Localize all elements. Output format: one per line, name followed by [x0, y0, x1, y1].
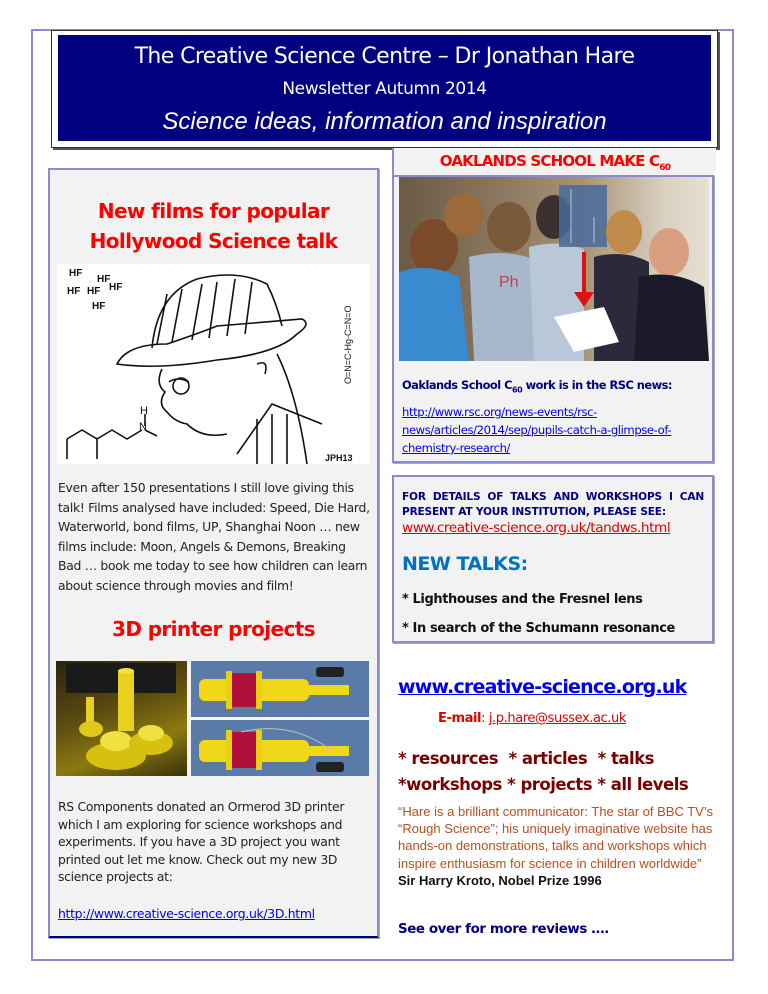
talks-box	[392, 475, 714, 643]
newsletter-edition: Newsletter Autumn 2014	[282, 79, 487, 99]
coil-former-top-icon	[191, 661, 369, 717]
fedora-man-sketch-icon	[57, 264, 370, 464]
coil-former-bottom-icon	[191, 720, 369, 776]
caption-prefix: Oaklands School C	[402, 378, 512, 392]
svg-text:HF: HF	[69, 268, 83, 279]
rsc-news-link[interactable]: http://www.rsc.org/news-events/rsc-news/articles/2014/sep/pupils-catch-a-glimpse-of-chemistry-research/	[402, 405, 672, 455]
svg-text:HF: HF	[87, 286, 101, 297]
left-column-box	[48, 168, 379, 938]
svg-text:O=N=C-Hg-C=N=O: O=N=C-Hg-C=N=O	[343, 305, 353, 384]
header-tagline: Science ideas, information and inspiration	[162, 108, 607, 135]
caption-subscript: 60	[512, 385, 523, 395]
quote-attribution: Sir Harry Kroto, Nobel Prize 1996	[398, 872, 602, 888]
films-heading-line1: New films for popular	[97, 199, 330, 223]
email-link[interactable]: j.p.hare@sussex.ac.uk	[488, 711, 626, 726]
svg-text:HF: HF	[97, 274, 111, 285]
printer-heading: 3D printer projects	[112, 617, 315, 641]
oaklands-heading-text: OAKLANDS SCHOOL MAKE C	[439, 152, 660, 170]
svg-text:N: N	[139, 421, 147, 433]
films-description: Even after 150 presentations I still love giving this talk! Films analysed have included: Speed, Die Hard, Waterworld, bond films, UP, Shanghai Noon … new films include: Moon, Angels & Demons, Breaking Bad … book me today to see how children can learn about science through movies and film!	[58, 480, 370, 593]
coil-former-photo-bottom	[191, 720, 369, 776]
email-label: E-mail	[438, 711, 482, 726]
newsletter-header	[51, 30, 718, 148]
oaklands-caption	[402, 378, 672, 394]
svg-text:HF: HF	[109, 282, 123, 293]
svg-text:JPH13: JPH13	[325, 453, 353, 463]
talk-item-schumann: * In search of the Schumann resonance	[402, 621, 675, 636]
website-link[interactable]: www.creative-science.org.uk	[398, 676, 687, 698]
svg-text:HF: HF	[67, 286, 81, 297]
students-photo-icon	[399, 177, 709, 361]
services-tagline	[398, 746, 688, 798]
caption-suffix: work is in the RSC news:	[522, 378, 672, 392]
printed-cylinders-photo	[56, 661, 187, 776]
review-quote	[398, 803, 728, 889]
oaklands-heading	[392, 148, 716, 176]
films-heading-line2: Hollywood Science talk	[89, 229, 338, 253]
printer-image-group	[56, 661, 369, 777]
talks-workshops-link[interactable]: www.creative-science.org.uk/tandws.html	[402, 520, 671, 536]
email-separator: :	[481, 711, 489, 726]
printer-description: RS Components donated an Ormerod 3D printer which I am exploring for science workshops and experiments. If you have a 3D project you want printed out let me know. Check out my new 3D science projects at:	[58, 799, 345, 884]
oaklands-students-photo	[399, 177, 709, 361]
new-talks-heading: NEW TALKS:	[402, 553, 528, 575]
talks-intro: FOR DETAILS OF TALKS AND WORKSHOPS I CAN PRESENT AT YOUR INSTITUTION, PLEASE SEE:	[402, 491, 704, 518]
quote-text: “Hare is a brilliant communicator: The star of BBC TV’s “Rough Science”; his uniquely imaginative website has hands-on demonstrations, talks and workshops which inspire enthusiasm for science in children worldwide”	[398, 804, 714, 871]
tagline-line2: *workshops * projects * all levels	[398, 775, 689, 794]
oaklands-box	[392, 175, 714, 463]
cylinders-photo-icon	[56, 661, 187, 776]
hollywood-sketch-image	[57, 264, 370, 464]
svg-text:HF: HF	[92, 301, 106, 312]
email-line	[438, 711, 626, 726]
tagline-line1: * resources * articles * talks	[398, 749, 654, 768]
films-heading	[50, 196, 377, 256]
oaklands-heading-subscript: 60	[659, 163, 671, 173]
3d-projects-link[interactable]: http://www.creative-science.org.uk/3D.html	[58, 906, 315, 921]
talk-item-lighthouses: * Lighthouses and the Fresnel lens	[402, 592, 643, 607]
page-title: The Creative Science Centre – Dr Jonathan Hare	[134, 44, 635, 69]
see-over-note: See over for more reviews ….	[398, 922, 609, 937]
header-banner	[58, 35, 711, 141]
coil-former-photo-top	[191, 661, 369, 717]
svg-text:Ph: Ph	[499, 274, 519, 291]
svg-text:H: H	[140, 405, 148, 417]
